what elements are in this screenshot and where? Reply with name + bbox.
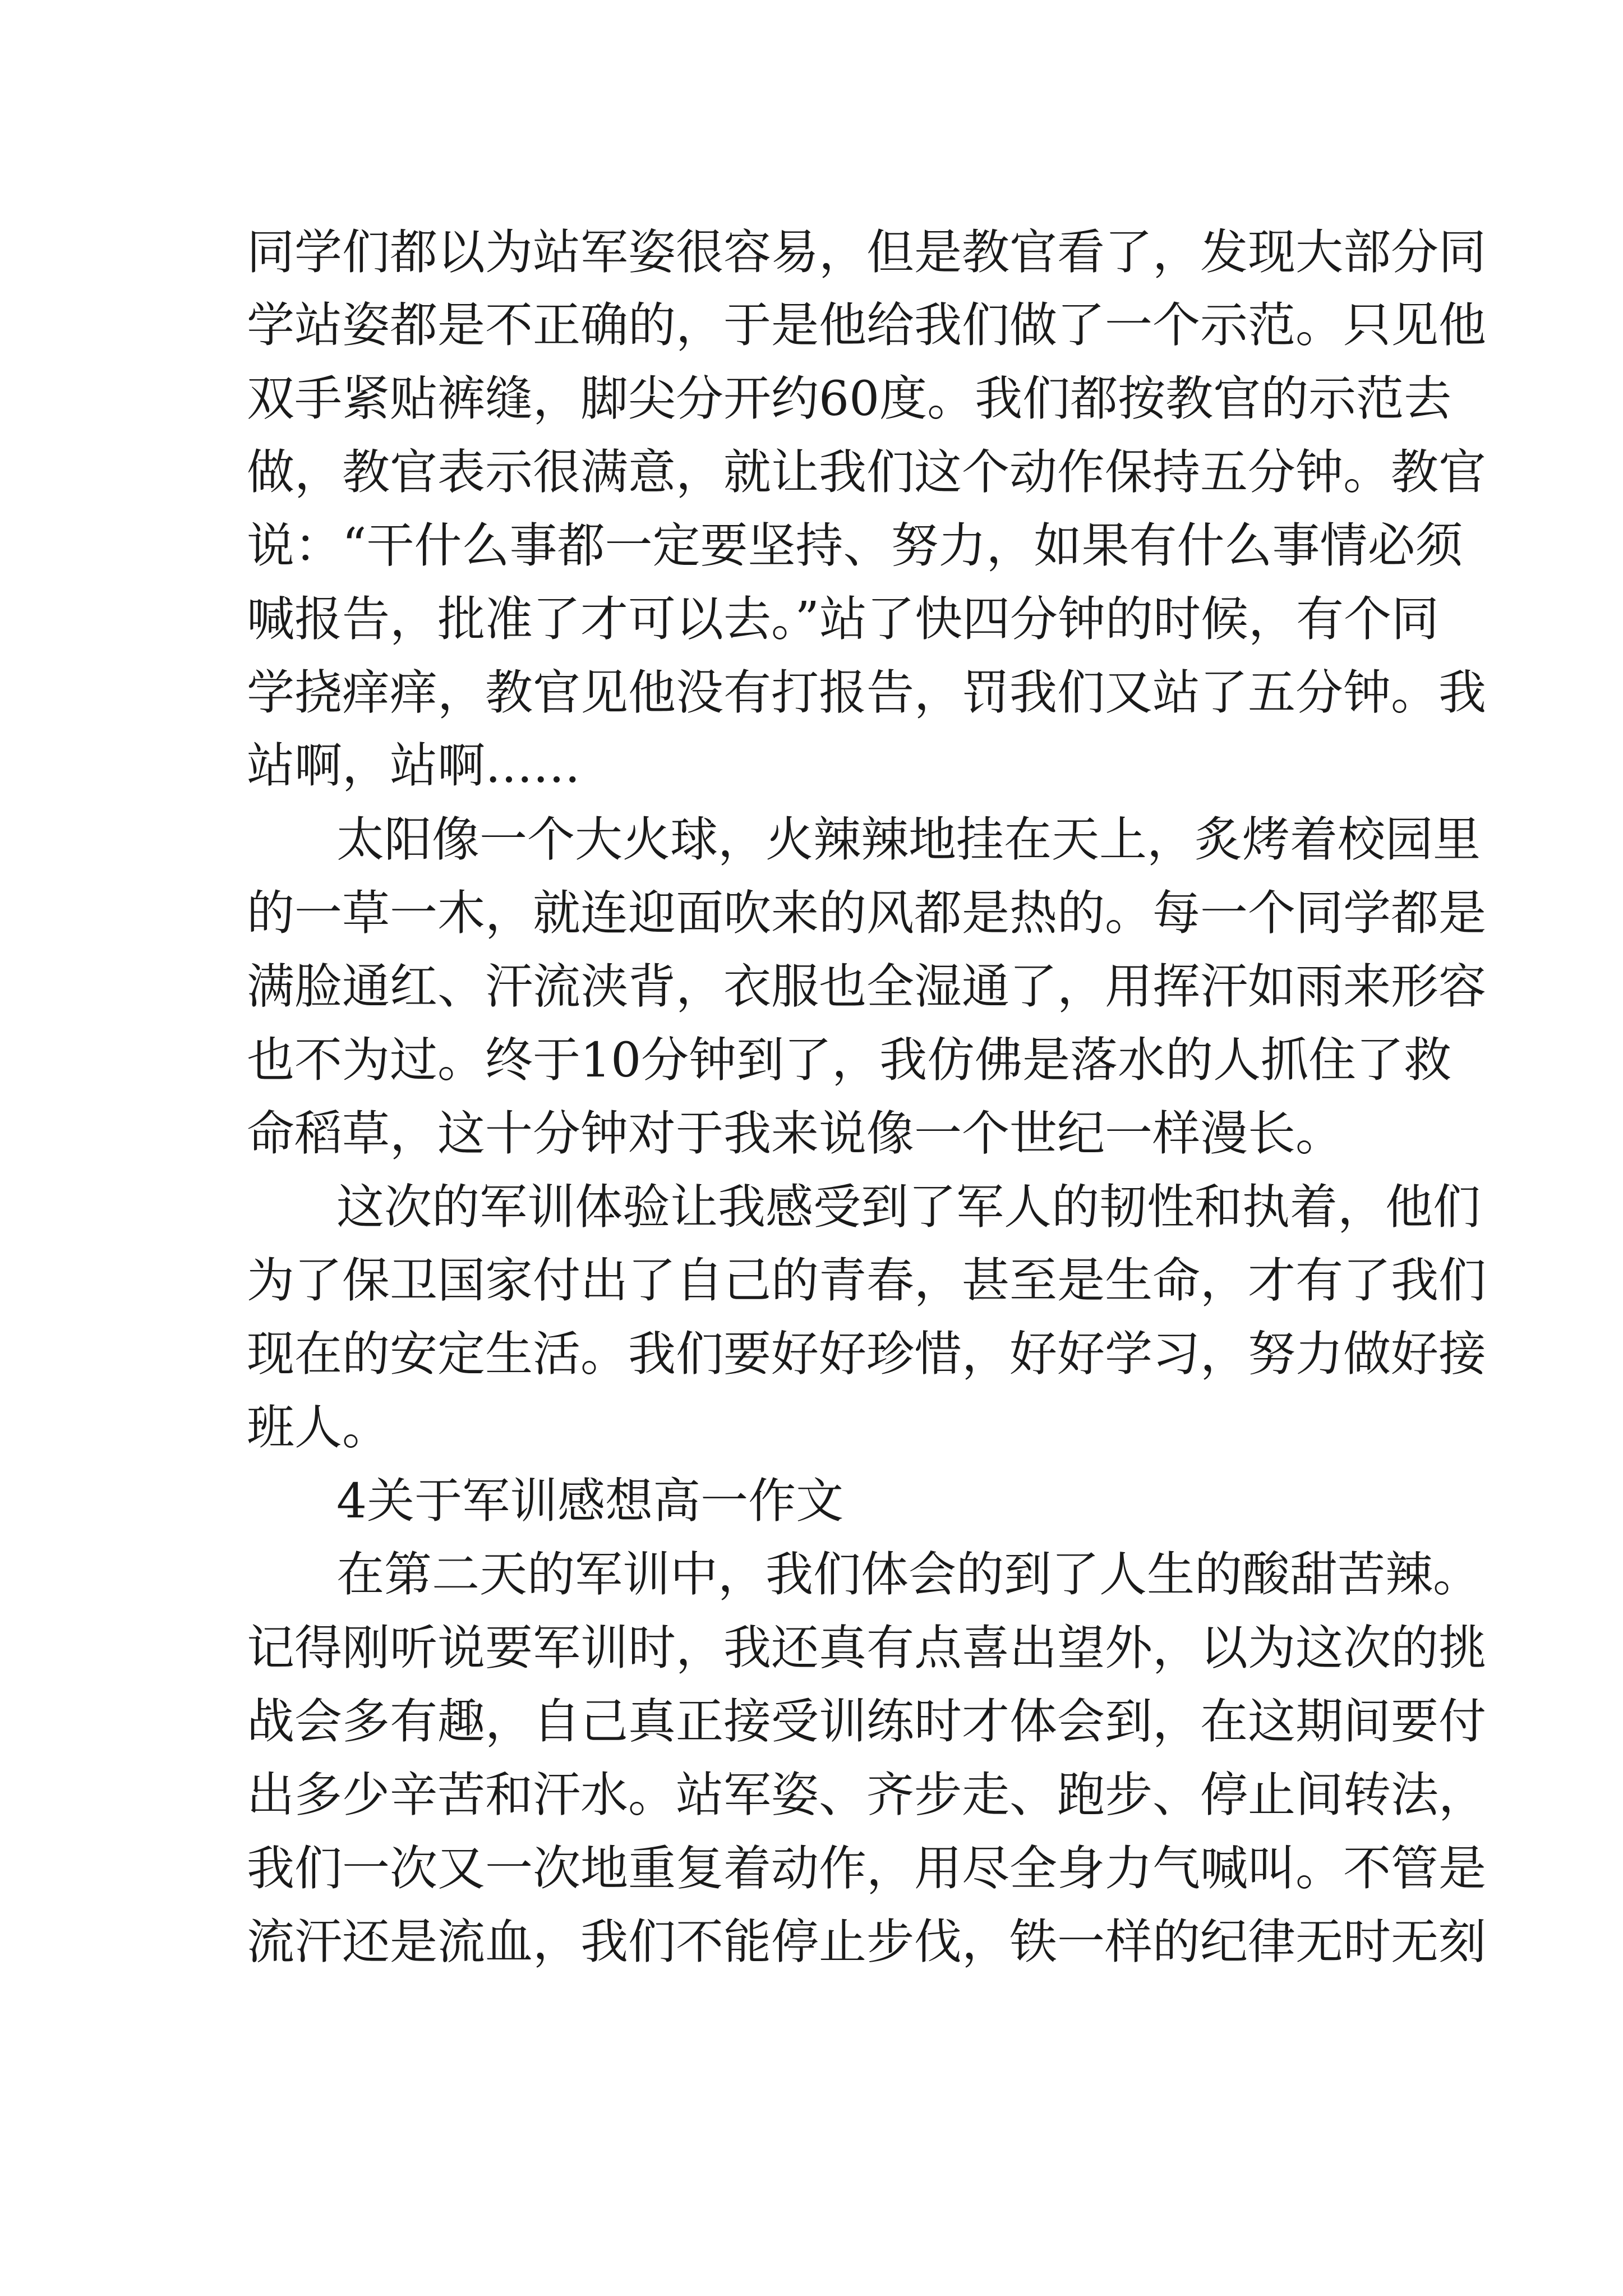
paragraph-first-line: 这次的军训体验让我感受到了军人的韧性和执着，他们 — [336, 1180, 1481, 1235]
text-line: 记得刚听说要军训时，我还真有点喜出望外，以为这次的挑 — [247, 1621, 1487, 1676]
text-line: 站啊，站啊…… — [247, 738, 581, 794]
text-line: 也不为过。终于10分钟到了，我仿佛是落水的人抓住了救 — [247, 1033, 1452, 1088]
text-line: 学站姿都是不正确的，于是他给我们做了一个示范。只见他 — [247, 298, 1487, 353]
text-line: 的一草一木，就连迎面吹来的风都是热的。每一个同学都是 — [247, 886, 1487, 941]
text-line: 命稻草，这十分钟对于我来说像一个世纪一样漫长。 — [247, 1106, 1344, 1162]
text-line: 流汗还是流血，我们不能停止步伐，铁一样的纪律无时无刻 — [247, 1915, 1487, 1970]
text-line: 满脸通红、汗流浃背，衣服也全湿通了，用挥汗如雨来形容 — [247, 959, 1487, 1015]
text-line: 为了保卫国家付出了自己的青春，甚至是生命，才有了我们 — [247, 1253, 1487, 1309]
text-line: 说：“干什么事都一定要坚持、努力，如果有什么事情必须 — [247, 518, 1463, 574]
text-line: 我们一次又一次地重复着动作，用尽全身力气喊叫。不管是 — [247, 1841, 1487, 1897]
paragraph-first-line: 在第二天的军训中，我们体会的到了人生的酸甜苦辣。 — [336, 1547, 1481, 1603]
text-line: 班人。 — [247, 1400, 390, 1456]
text-line: 做，教官表示很满意，就让我们这个动作保持五分钟。教官 — [247, 445, 1487, 500]
paragraph-first-line: 太阳像一个大火球，火辣辣地挂在天上，炙烤着校园里 — [336, 812, 1481, 868]
text-line: 现在的安定生活。我们要好好珍惜，好好学习，努力做好接 — [247, 1327, 1487, 1382]
text-line: 喊报告，批准了才可以去。”站了快四分钟的时候，有个同 — [247, 592, 1439, 647]
text-line: 学挠痒痒，教官见他没有打报告，罚我们又站了五分钟。我 — [247, 665, 1487, 721]
section-heading: 4关于军训感想高一作文 — [336, 1474, 844, 1529]
text-line: 双手紧贴裤缝，脚尖分开约60度。我们都按教官的示范去 — [247, 371, 1452, 427]
text-line: 同学们都以为站军姿很容易，但是教官看了，发现大部分同 — [247, 225, 1487, 280]
text-line: 战会多有趣，自己真正接受训练时才体会到，在这期间要付 — [247, 1694, 1487, 1750]
text-line: 出多少辛苦和汗水。站军姿、齐步走、跑步、停止间转法， — [247, 1768, 1487, 1823]
